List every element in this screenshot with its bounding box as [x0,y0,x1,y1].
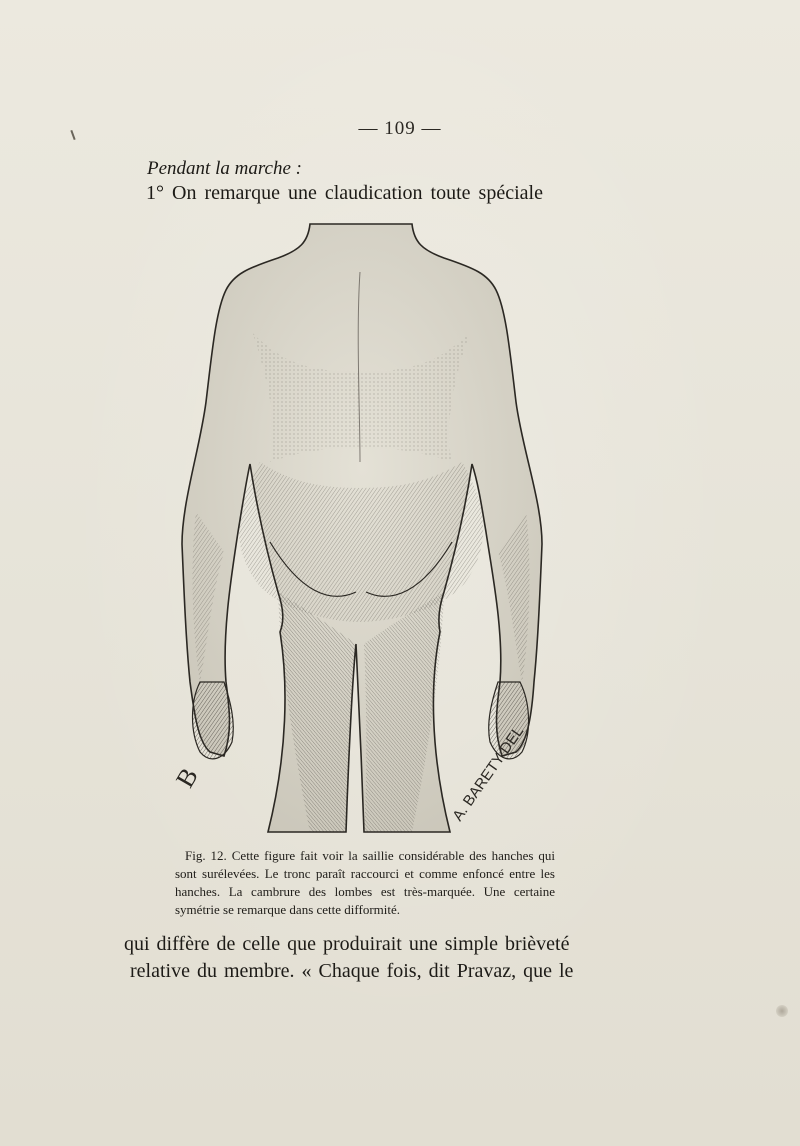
paper-stain [776,1005,788,1017]
caption-text: Cette figure fait voir la saillie considérable des hanches qui sont surélevées. Le tronc paraît raccourci et comme enfoncé entre les hanches. La cambrure des lombes est très-marquée. Une certaine symétrie se remarque dans cette difformité. [175,848,555,917]
body-line-2: relative du membre. « Chaque fois, dit Pravaz, que le [130,960,574,982]
left-hand [193,682,234,759]
signature-left: B [170,762,204,793]
engraving-figure [160,212,580,842]
page-number: — 109 — [358,118,442,139]
caption-label: Fig. 12. [185,848,227,863]
body-line-1: qui diffère de celle que produirait une simple brièveté [124,933,570,955]
body-paragraph [124,931,584,985]
first-paragraph-line: 1° On remarque une claudication toute spéciale [146,182,543,204]
section-heading: Pendant la marche : [147,158,302,179]
back-view-engraving [160,212,580,842]
figure-caption [175,847,555,919]
signature-right: A. BARETY DEL [449,723,528,825]
